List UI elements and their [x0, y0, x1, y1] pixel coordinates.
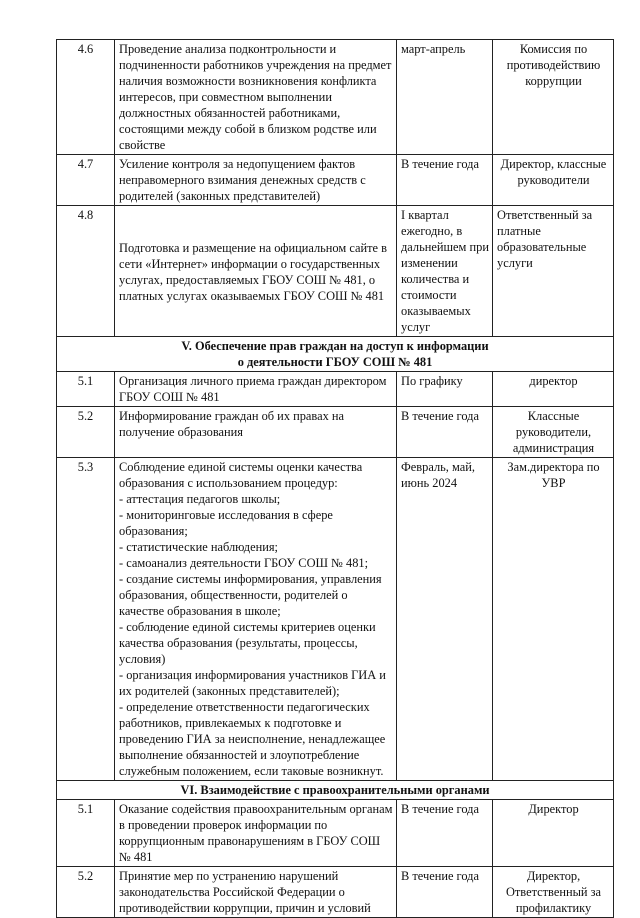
row-activity: Усиление контроля за недопущением фактов неправомерного взимания денежных средств с родителей (законных представителей): [115, 155, 397, 206]
table-row: [57, 206, 614, 337]
section-title: VI. Взаимодействие с правоохранительными органами: [180, 783, 490, 797]
section-heading: [57, 337, 614, 372]
procedure-item: - создание системы информирования, управления образования, общественности, родителей о качестве образования в школе;: [119, 572, 382, 618]
row-activity: Оказание содействия правоохранительным органам в проведении проверок информации по коррупционным правонарушениям в ГБОУ СОШ № 481: [115, 800, 397, 867]
table-row: [57, 372, 614, 407]
row-responsible: Ответственный за платные образовательные услуги: [493, 206, 614, 337]
row-responsible: директор: [493, 372, 614, 407]
procedure-item: - самоанализ деятельности ГБОУ СОШ № 481;: [119, 556, 369, 570]
row-number: 5.2: [57, 407, 115, 458]
table-row: [57, 867, 614, 918]
procedure-item: - организация информирования участников ГИА и их родителей (законных представителей);: [119, 668, 386, 698]
row-responsible: Директор, Ответственный за профилактику: [493, 867, 614, 918]
row-responsible: Директор, классные руководители: [493, 155, 614, 206]
table-row: [57, 407, 614, 458]
row-responsible: Зам.директора по УВР: [493, 458, 614, 781]
procedure-item: - аттестация педагогов школы;: [119, 492, 281, 506]
row-term: В течение года: [397, 407, 493, 458]
procedure-item: - статистические наблюдения;: [119, 540, 278, 554]
row-term: март-апрель: [397, 40, 493, 155]
row-number: 5.1: [57, 372, 115, 407]
procedure-intro: Соблюдение единой системы оценки качества образования с использованием процедур:: [119, 460, 363, 490]
row-number: 5.2: [57, 867, 115, 918]
section-title-line2: о деятельности ГБОУ СОШ № 481: [237, 355, 433, 369]
section-title: V. Обеспечение прав граждан на доступ к информации: [181, 339, 489, 353]
row-number: 4.6: [57, 40, 115, 155]
procedure-item: - определение ответственности педагогических работников, привлекаемых к подготовке и проведению ГИА за неисполнение, ненадлежащее выполнение обязанностей и злоупотребление служебным положением, если таковые возникнут.: [119, 700, 386, 778]
procedure-item: - соблюдение единой системы критериев оценки качества образования (результаты, процессы, условия): [119, 620, 376, 666]
row-responsible: Комиссия по противодействию коррупции: [493, 40, 614, 155]
row-activity: Подготовка и размещение на официальном сайте в сети «Интернет» информации о государственных услугах, предоставляемых ГБОУ СОШ № 481, о платных услугах оказываемых ГБОУ СОШ № 481: [115, 206, 397, 337]
plan-table: [56, 39, 614, 918]
table-row: [57, 458, 614, 781]
section-row: [57, 337, 614, 372]
row-activity: Информирование граждан об их правах на получение образования: [115, 407, 397, 458]
row-activity: Проведение анализа подконтрольности и подчиненности работников учреждения на предмет наличия возможности возникновения конфликта интересов, при совместном выполнении должностных обязанностей работниками, состоящими между собой в близком родстве или свойстве: [115, 40, 397, 155]
row-number: 4.8: [57, 206, 115, 337]
table-row: [57, 800, 614, 867]
table-row: [57, 40, 614, 155]
row-term: В течение года: [397, 155, 493, 206]
row-term: Февраль, май, июнь 2024: [397, 458, 493, 781]
row-number: 4.7: [57, 155, 115, 206]
row-number: 5.3: [57, 458, 115, 781]
row-activity: Организация личного приема граждан директором ГБОУ СОШ № 481: [115, 372, 397, 407]
row-term: В течение года: [397, 800, 493, 867]
row-term: По графику: [397, 372, 493, 407]
row-responsible: Классные руководители, администрация: [493, 407, 614, 458]
row-activity: [115, 458, 397, 781]
row-activity: Принятие мер по устранению нарушений законодательства Российской Федерации о противодействии коррупции, причин и условий: [115, 867, 397, 918]
section-heading: [57, 781, 614, 800]
row-term: В течение года: [397, 867, 493, 918]
row-responsible: Директор: [493, 800, 614, 867]
row-number: 5.1: [57, 800, 115, 867]
table-row: [57, 155, 614, 206]
procedure-item: - мониторинговые исследования в сфере образования;: [119, 508, 333, 538]
section-row: [57, 781, 614, 800]
row-term: I квартал ежегодно, в дальнейшем при изменении количества и стоимости оказываемых услуг: [397, 206, 493, 337]
